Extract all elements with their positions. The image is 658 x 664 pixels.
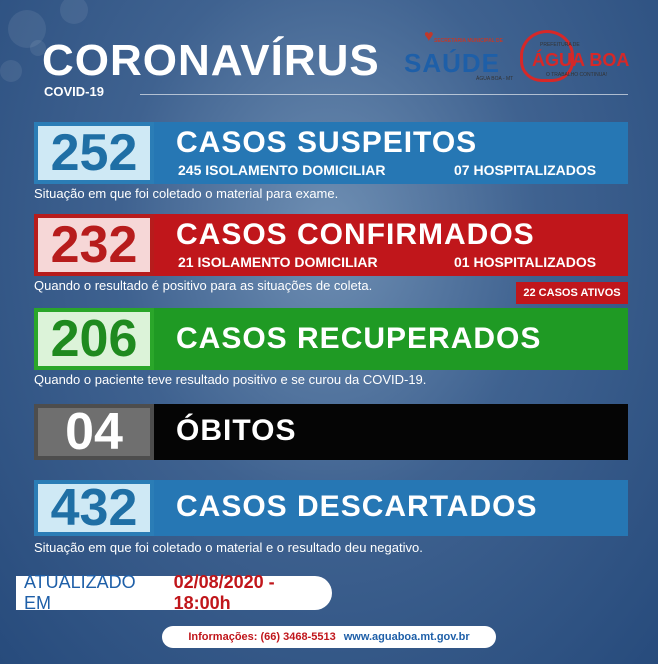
recuperados-note: Quando o paciente teve resultado positivo e se curou da COVID-19.	[34, 372, 427, 387]
confirmados-row	[34, 214, 628, 299]
descartados-count: 432	[34, 480, 154, 536]
obitos-bar	[154, 404, 628, 460]
page-subtitle: COVID-19	[44, 84, 104, 99]
suspeitos-bar	[154, 122, 628, 184]
casos-ativos-badge: 22 CASOS ATIVOS	[516, 282, 628, 304]
recuperados-bar	[154, 308, 628, 370]
saude-logo-tiny-text: ÁGUA BOA - MT	[476, 76, 514, 82]
obitos-label: ÓBITOS	[176, 414, 297, 447]
confirmados-hospitalizados: 01 HOSPITALIZADOS	[454, 254, 597, 270]
saude-logo	[404, 28, 514, 90]
info-banner	[162, 626, 496, 648]
recuperados-label: CASOS RECUPERADOS	[176, 322, 542, 355]
page-title: CORONAVÍRUS	[42, 36, 380, 85]
suspeitos-count: 252	[34, 122, 154, 184]
agua-boa-logo	[520, 30, 635, 86]
confirmados-note: Quando o resultado é positivo para as situações de coleta.	[34, 278, 373, 293]
confirmados-label: CASOS CONFIRMADOS	[176, 218, 535, 251]
updated-banner	[16, 572, 332, 613]
header-divider	[140, 94, 628, 95]
recuperados-count: 206	[34, 308, 154, 370]
confirmados-bar	[154, 214, 628, 276]
agua-boa-logo-tiny-text: O TRABALHO CONTINUA!	[546, 72, 608, 78]
suspeitos-hospitalizados: 07 HOSPITALIZADOS	[454, 162, 597, 178]
info-phone: Informações: (66) 3468-5513	[188, 631, 336, 643]
info-website-link[interactable]: www.aguaboa.mt.gov.br	[343, 631, 470, 643]
agua-boa-logo-text: ÁGUA BOA	[532, 50, 630, 70]
suspeitos-label: CASOS SUSPEITOS	[176, 126, 478, 159]
descartados-row	[34, 479, 628, 555]
agua-boa-logo-small-text: PREFEITURA DE	[540, 42, 580, 48]
suspeitos-isolamento: 245 ISOLAMENTO DOMICILIAR	[178, 162, 386, 178]
suspeitos-row	[34, 122, 628, 201]
obitos-count: 04	[34, 404, 154, 460]
saude-logo-text: SAÚDE	[404, 48, 501, 78]
confirmados-isolamento: 21 ISOLAMENTO DOMICILIAR	[178, 254, 378, 270]
heart-cross-icon: ♥	[424, 28, 434, 45]
virus-decoration-icon	[0, 60, 22, 82]
updated-value: 02/08/2020 - 18:00h	[173, 572, 275, 613]
descartados-bar	[154, 480, 628, 536]
obitos-row	[34, 404, 628, 460]
descartados-label: CASOS DESCARTADOS	[176, 490, 538, 523]
confirmados-count: 232	[34, 214, 154, 276]
updated-label: ATUALIZADO EM	[24, 572, 136, 613]
descartados-note: Situação em que foi coletado o material e o resultado deu negativo.	[34, 540, 423, 555]
virus-decoration-icon	[60, 0, 88, 24]
saude-logo-small-text: SECRETARIA MUNICIPAL DE	[434, 38, 503, 44]
recuperados-row	[34, 308, 628, 387]
suspeitos-note: Situação em que foi coletado o material para exame.	[34, 186, 339, 201]
